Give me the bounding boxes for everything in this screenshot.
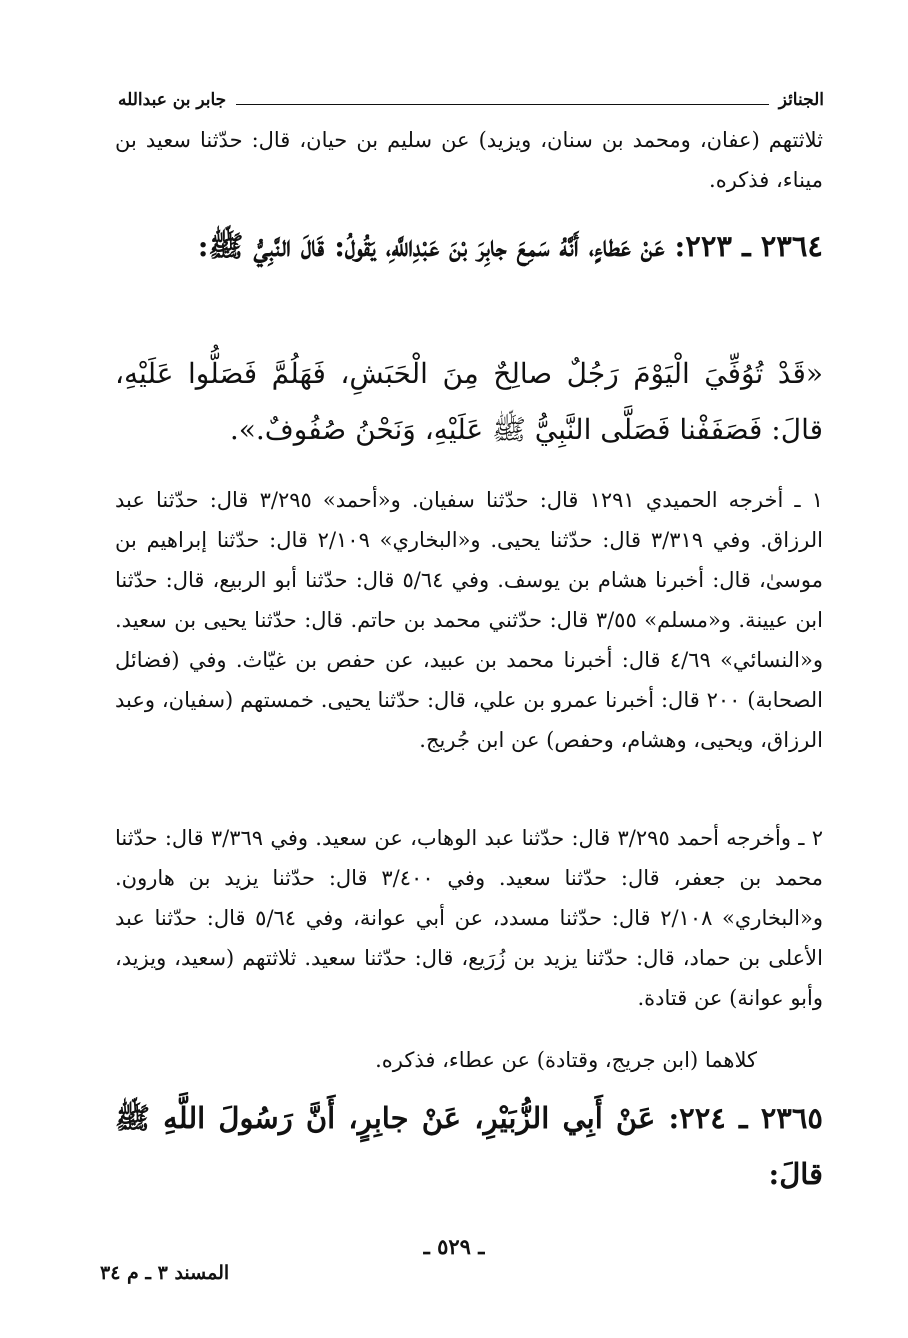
summary-line (115, 1040, 823, 1080)
note-1 (115, 480, 823, 760)
hadith-2364-heading-text: ٢٣٦٤ ـ ٢٢٣: عَنْ عَطاءٍ، أَنَّهُ سَمِعَ جابِرَ بْنَ عَبْدِاللَّهِ، يَقُولُ: قَالَ النَّبِيُّ ﷺ: (197, 229, 823, 263)
header-chapter: الجنائز (778, 90, 824, 110)
header-rule (236, 104, 769, 105)
continuation-text: ثلاثتهم (عفان، ومحمد بن سنان، ويزيد) عن سليم بن حيان، قال: حدّثنا سعيد بن ميناء، فذكره. (115, 128, 823, 192)
header-narrator: جابر بن عبدالله (118, 90, 227, 110)
page-number: ـ ٥٢٩ ـ (423, 1234, 485, 1259)
running-header (118, 86, 824, 114)
continuation-paragraph (115, 120, 823, 200)
note-1-text: ١ ـ أخرجه الحميدي ١٢٩١ قال: حدّثنا سفيان. و«أحمد» ٣/٢٩٥ قال: حدّثنا عبد الرزاق. وفي ٣/٣١٩ قال: حدّثنا يحيى. و«البخاري» ٢/١٠٩ قال: حدّثنا إبراهيم بن موسىٰ، قال: أخبرنا هشام بن يوسف. وفي ٥/٦٤ قال: حدّثنا أبو الربيع، قال: حدّثنا ابن عيينة. و«مسلم» ٣/٥٥ قال: حدّثني محمد بن حاتم. قال: حدّثنا يحيى بن سعيد. و«النسائي» ٤/٦٩ قال: أخبرنا محمد بن عبيد، عن حفص بن غيّاث. وفي (فضائل الصحابة) ٢٠٠ قال: أخبرنا عمرو بن علي، قال: حدّثنا يحيى. خمستهم (سفيان، وعبد الرزاق، ويحيى، وهشام، وحفص) عن ابن جُريج. (115, 488, 823, 752)
note-2-text: ٢ ـ وأخرجه أحمد ٣/٢٩٥ قال: حدّثنا عبد الوهاب، عن سعيد. وفي ٣/٣٦٩ قال: حدّثنا محمد بن جعفر، قال: حدّثنا سعيد. وفي ٣/٤٠٠ قال: حدّثنا يزيد بن هارون. و«البخاري» ٢/١٠٨ قال: حدّثنا مسدد، عن أبي عوانة، وفي ٥/٦٤ قال: حدّثنا عبد الأعلى بن حماد، قال: حدّثنا يزيد بن زُرَيع، قال: حدّثنا سعيد. ثلاثتهم (سعيد، ويزيد، وأبو عوانة) عن قتادة. (115, 826, 823, 1010)
summary-text: كلاهما (ابن جريج، وقتادة) عن عطاء، فذكره. (375, 1048, 757, 1072)
hadith-2365-heading-text: ٢٣٦٥ ـ ٢٢٤: عَنْ أَبِي الزُّبَيْرِ، عَنْ جابِرٍ، أَنَّ رَسُولَ اللَّهِ ﷺ قالَ: (115, 1101, 823, 1191)
hadith-2364-heading (115, 218, 823, 274)
hadith-2365-heading (115, 1090, 823, 1202)
signature-mark: المسند ٣ ـ م ٣٤ (100, 1262, 230, 1284)
note-2 (115, 818, 823, 1018)
hadith-2364-text: «قَدْ تُوُفِّيَ الْيَوْمَ رَجُلٌ صالِحٌ مِنَ الْحَبَشِ، فَهَلُمَّ فَصَلُّوا عَلَيْهِ، قالَ: فَصَفَفْنا فَصَلَّى النَّبِيُّ ﷺ عَلَيْهِ، وَنَحْنُ صُفُوفٌ.». (115, 357, 823, 446)
hadith-2364-body (115, 346, 823, 458)
